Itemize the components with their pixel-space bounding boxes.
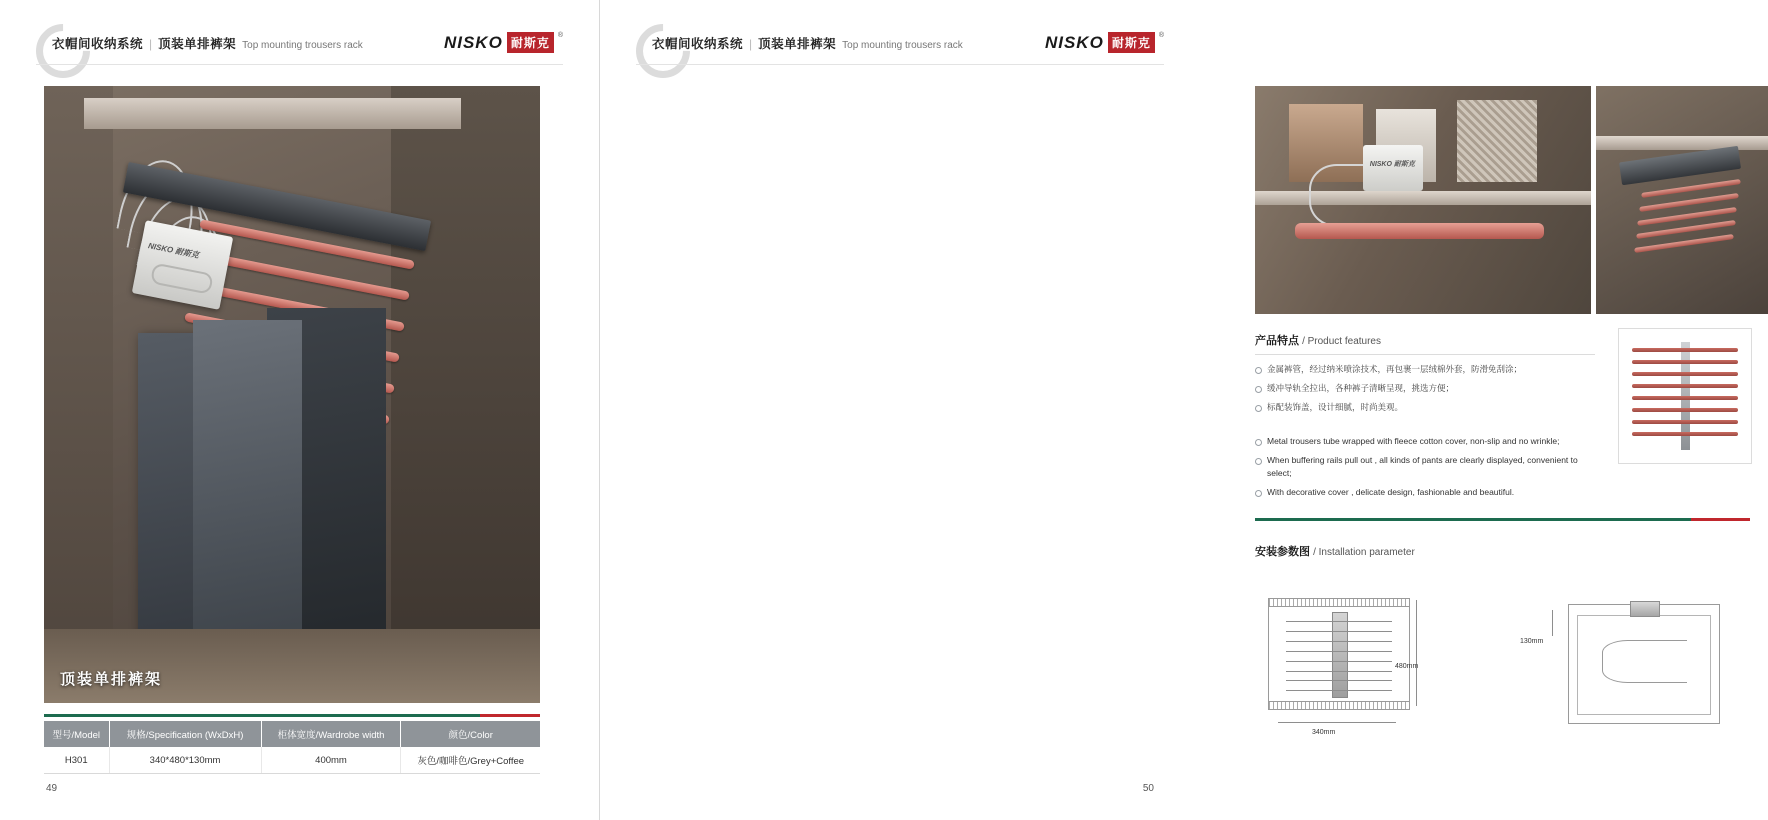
- header-divider: [36, 64, 563, 65]
- dim-line-horizontal: [1278, 722, 1396, 723]
- accent-bar: [1255, 518, 1750, 521]
- tube-line: [1286, 641, 1392, 642]
- trouser-tube: [1632, 420, 1738, 424]
- spec-table: [44, 721, 540, 774]
- header-title-cn-2: 顶装单排裤架: [158, 37, 237, 51]
- page-number-left: 49: [46, 783, 58, 794]
- cover-handle-slot: [150, 263, 214, 295]
- tube-line: [1286, 661, 1392, 662]
- accent-red: [480, 714, 540, 717]
- page-number-right: 50: [1142, 783, 1154, 794]
- shelf-board: [1596, 136, 1768, 150]
- header-title-cn-1: 衣帽间收纳系统: [652, 37, 744, 51]
- col-color: 颜色/Color: [401, 721, 540, 747]
- list-item: 金属裤管，经过纳米喷涂技术，再包裹一层绒棉外套，防滑免刮涂；: [1255, 363, 1595, 376]
- shelf-board: [1255, 191, 1591, 205]
- tube-line: [1286, 621, 1392, 622]
- header-titles: [652, 34, 963, 52]
- trouser-tube: [1632, 396, 1738, 400]
- table-row: [44, 747, 540, 774]
- col-wardrobe-width: 柜体宽度/Wardrobe width: [261, 721, 401, 747]
- dimension-depth: 130mm: [1520, 638, 1544, 645]
- accent-bar: [44, 714, 540, 717]
- dim-line-depth: [1552, 610, 1553, 636]
- shelf-board: [84, 98, 461, 129]
- features-divider: [1255, 354, 1595, 355]
- dimension-width: 340mm: [1312, 729, 1336, 736]
- tube-line: [1286, 651, 1392, 652]
- cover-logo: NISKO 耐斯克: [147, 241, 200, 260]
- accent-red: [1691, 518, 1750, 521]
- col-model: 型号/Model: [44, 721, 109, 747]
- tube-line: [1286, 671, 1392, 672]
- secondary-product-photo: [1255, 86, 1591, 314]
- accent-green: [44, 714, 480, 717]
- tube-line: [1286, 680, 1392, 681]
- woven-basket: [1457, 100, 1538, 182]
- mounting-clip: [1630, 601, 1660, 617]
- wall-right: [391, 86, 540, 703]
- installation-section-header: [1255, 518, 1750, 559]
- list-item: 标配装饰盖，设计细腻，时尚美观。: [1255, 401, 1595, 414]
- installation-title-en: / Installation parameter: [1313, 547, 1415, 558]
- installation-drawing-side: [1568, 604, 1720, 724]
- header-title-cn-2: 顶装单排裤架: [758, 37, 837, 51]
- trouser-tube: [1632, 348, 1738, 352]
- brand-name: NISKO: [1044, 32, 1104, 52]
- hatch-bottom: [1269, 701, 1409, 709]
- product-thumbnail: [1618, 328, 1752, 464]
- features-title: [1255, 332, 1595, 348]
- cell-wardrobe-width: 400mm: [261, 747, 401, 774]
- header-title-cn-1: 衣帽间收纳系统: [52, 37, 144, 51]
- installation-title: [1255, 543, 1750, 559]
- features-title-en: / Product features: [1302, 336, 1381, 347]
- trouser-tube: [1632, 372, 1738, 376]
- list-item: Metal trousers tube wrapped with fleece cotton cover, non-slip and no wrinkle;: [1255, 435, 1595, 448]
- specification-table: [44, 714, 540, 774]
- wire-hanger-icon: [1602, 640, 1687, 682]
- header-separator: |: [149, 37, 153, 51]
- page-header-right: [636, 22, 1164, 66]
- left-page: [0, 0, 600, 820]
- brand-name: NISKO: [443, 32, 503, 52]
- tube-line: [1286, 631, 1392, 632]
- cell-specification: 340*480*130mm: [109, 747, 261, 774]
- hero-product-photo: [44, 86, 540, 703]
- brand-logo: [444, 32, 563, 53]
- brand-name-cn: 耐斯克: [507, 32, 554, 53]
- brand-registered-icon: ®: [557, 32, 563, 39]
- list-item: When buffering rails pull out , all kinds of pants are clearly displayed, convenient to select;: [1255, 454, 1595, 480]
- product-features-section: [1255, 332, 1595, 504]
- trouser-tube: [1632, 408, 1738, 412]
- right-page: [600, 0, 1578, 820]
- hero-caption: 顶装单排裤架: [60, 671, 163, 688]
- features-list-en: [1255, 435, 1595, 498]
- trouser-tube: [1632, 432, 1738, 436]
- features-list-cn: [1255, 363, 1595, 413]
- floor: [44, 629, 540, 703]
- detail-product-photo: [1596, 86, 1768, 314]
- cell-color: 灰色/咖啡色/Grey+Coffee: [401, 747, 540, 774]
- table-header-row: [44, 721, 540, 747]
- trouser-tube: [1295, 223, 1544, 239]
- hatch-top: [1269, 599, 1409, 607]
- brand-registered-icon: ®: [1158, 32, 1164, 39]
- col-specification: 规格/Specification (WxDxH): [109, 721, 261, 747]
- header-titles: [52, 34, 363, 52]
- header-divider: [636, 64, 1164, 65]
- list-item: 缓冲导轨全拉出，各种裤子清晰呈现，挑选方便；: [1255, 382, 1595, 395]
- header-separator: |: [749, 37, 753, 51]
- cover-logo: NISKO 耐斯克: [1369, 160, 1415, 168]
- tube-line: [1286, 690, 1392, 691]
- installation-title-cn: 安装参数图: [1255, 546, 1310, 558]
- dim-line-vertical: [1416, 600, 1417, 706]
- trouser-tube: [1632, 360, 1738, 364]
- rail-body: [1332, 612, 1348, 698]
- cell-model: H301: [44, 747, 109, 774]
- list-item: With decorative cover , delicate design, fashionable and beautiful.: [1255, 486, 1595, 499]
- page-header-left: [36, 22, 563, 66]
- trouser-tube: [1632, 384, 1738, 388]
- header-title-en: Top mounting trousers rack: [842, 40, 963, 51]
- dimension-height: 480mm: [1395, 663, 1419, 670]
- brand-logo: [1045, 32, 1164, 53]
- header-title-en: Top mounting trousers rack: [242, 40, 363, 51]
- installation-drawing-front: [1268, 598, 1410, 710]
- accent-green: [1255, 518, 1691, 521]
- decorative-cover: [1363, 145, 1423, 191]
- features-title-cn: 产品特点: [1255, 335, 1299, 347]
- wall-left: [44, 86, 113, 703]
- brand-name-cn: 耐斯克: [1108, 32, 1155, 53]
